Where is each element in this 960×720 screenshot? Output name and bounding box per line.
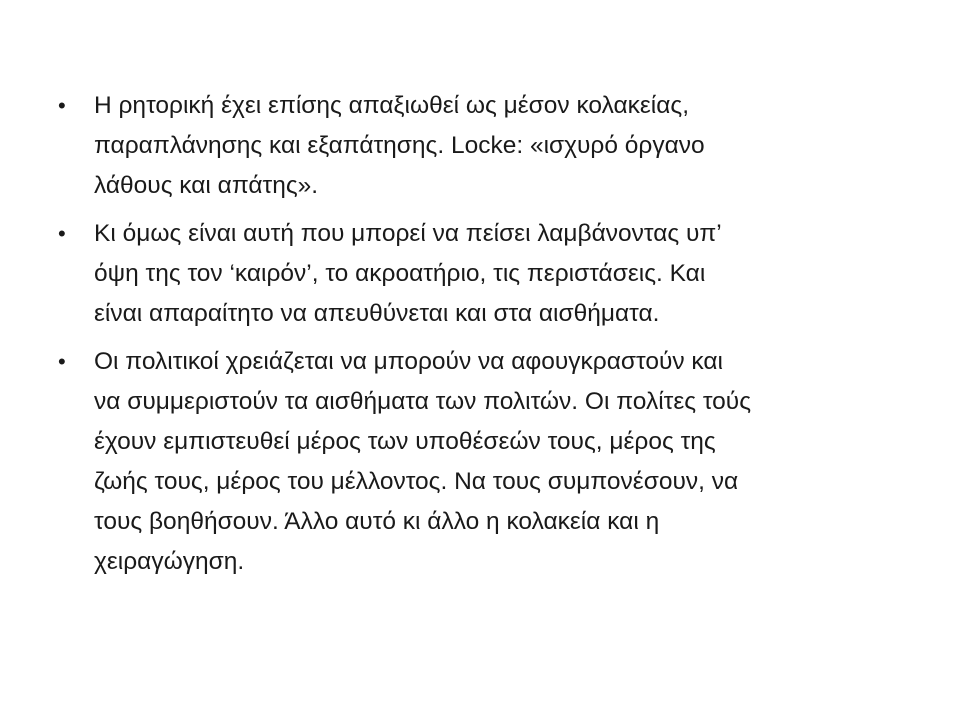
bullet-icon: • bbox=[58, 349, 66, 374]
bullet-list bbox=[58, 86, 898, 590]
bullet-1-line-3: λάθους και απάτης». bbox=[94, 172, 319, 199]
bullet-3-line-5: τους βοηθήσουν. Άλλο αυτό κι άλλο η κολακεία και η bbox=[94, 508, 660, 535]
bullet-3-line-1: Οι πολιτικοί χρειάζεται να μπορούν να αφουγκραστούν και bbox=[94, 348, 723, 375]
bullet-2-line-3: είναι απαραίτητο να απευθύνεται και στα αισθήματα. bbox=[94, 300, 660, 327]
bullet-3-line-6: χειραγώγηση. bbox=[94, 548, 245, 575]
bullet-item-3 bbox=[58, 342, 898, 582]
bullet-3-line-2: να συμμεριστούν τα αισθήματα των πολιτών. Οι πολίτες τούς bbox=[94, 388, 752, 415]
bullet-2-line-2: όψη της τον ‘καιρόν’, το ακροατήριο, τις περιστάσεις. Και bbox=[94, 260, 706, 287]
bullet-item-1 bbox=[58, 86, 898, 206]
bullet-icon: • bbox=[58, 93, 66, 118]
bullet-item-2 bbox=[58, 214, 898, 334]
bullet-1-line-1: Η ρητορική έχει επίσης απαξιωθεί ως μέσον κολακείας, bbox=[94, 92, 690, 119]
bullet-icon: • bbox=[58, 221, 66, 246]
bullet-2-line-1: Κι όμως είναι αυτή που μπορεί να πείσει λαμβάνοντας υπ’ bbox=[94, 220, 722, 247]
bullet-3-line-4: ζωής τους, μέρος του μέλλοντος. Να τους συμπονέσουν, να bbox=[94, 468, 739, 495]
bullet-1-line-2: παραπλάνησης και εξαπάτησης. Locke: «ισχυρό όργανο bbox=[94, 132, 705, 159]
bullet-3-line-3: έχουν εμπιστευθεί μέρος των υποθέσεών τους, μέρος της bbox=[94, 428, 716, 455]
